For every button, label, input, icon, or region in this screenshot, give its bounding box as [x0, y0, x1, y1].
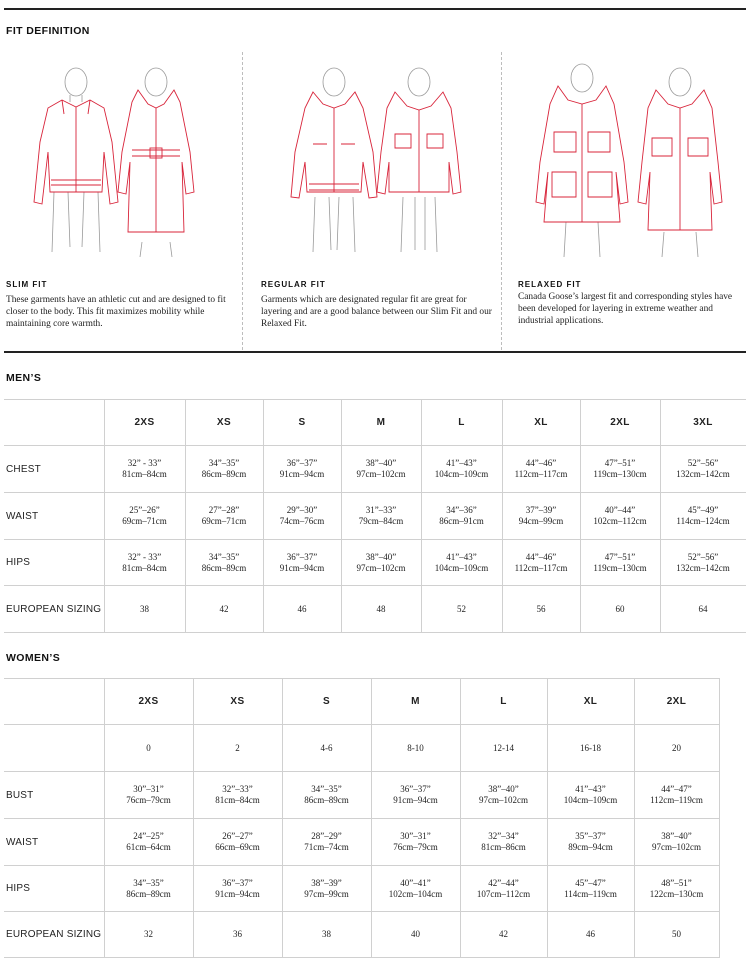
value-inches: 38”–39” — [311, 877, 342, 888]
row-label-empty — [4, 725, 104, 772]
row-label: WAIST — [4, 493, 104, 540]
value-cm: 102cm–112cm — [593, 516, 647, 526]
numeric-size: 20 — [634, 725, 719, 772]
size-header: 2XS — [104, 679, 193, 725]
row-label: BUST — [4, 772, 104, 819]
value-inches: 36”–37” — [286, 551, 318, 562]
numeric-size: 16-18 — [547, 725, 634, 772]
value-cm: 74cm–76cm — [279, 516, 325, 526]
value-cm: 97cm–102cm — [479, 795, 528, 805]
value-inches: 36”–37” — [222, 877, 253, 888]
slim-fit-illustration — [4, 52, 242, 257]
mens-waist-row — [4, 493, 746, 540]
numeric-size: 4-6 — [282, 725, 371, 772]
value-cm: 112cm–119cm — [650, 795, 703, 805]
row-label: EUROPEAN SIZING — [4, 912, 104, 958]
womens-title: WOMEN’S — [6, 652, 61, 664]
eu-size: 42 — [460, 912, 547, 958]
value-inches: 41”–43” — [575, 784, 606, 794]
value-cm: 91cm–94cm — [279, 562, 325, 573]
numeric-size: 8-10 — [371, 725, 460, 772]
value-cm: 76cm–79cm — [393, 842, 438, 852]
regular-fit-name: REGULAR FIT — [261, 280, 326, 289]
size-header: 2XL — [580, 400, 660, 446]
eu-size: 42 — [185, 586, 263, 633]
value-cm: 61cm–64cm — [126, 842, 171, 852]
relaxed-fit-column — [502, 52, 746, 352]
numeric-size: 2 — [193, 725, 282, 772]
size-header: XL — [547, 679, 634, 725]
value-cm: 119cm–130cm — [593, 562, 647, 573]
value-cm: 86cm–89cm — [201, 562, 247, 573]
value-inches: 32” - 33” — [127, 458, 162, 468]
value-inches: 40”–44” — [604, 505, 636, 515]
value-inches: 48”–51” — [661, 877, 692, 888]
value-cm: 69cm–71cm — [201, 516, 247, 526]
value-cm: 132cm–142cm — [676, 469, 730, 479]
value-cm: 86cm–89cm — [201, 469, 247, 479]
relaxed-fit-illustration — [502, 52, 746, 257]
value-inches: 38”–40” — [488, 784, 519, 794]
value-cm: 94cm–99cm — [518, 516, 564, 526]
value-inches: 36”–37” — [286, 458, 318, 468]
womens-european-row — [4, 912, 719, 958]
regular-fit-description: Garments which are designated regular fit are great for layering and are a good balance between our Slim Fit and our Relaxed Fit. — [261, 295, 492, 329]
value-inches: 34”–35” — [133, 877, 164, 888]
eu-size: 46 — [263, 586, 341, 633]
value-inches: 44”–46” — [525, 458, 557, 468]
value-inches: 42”–44” — [488, 877, 519, 888]
value-cm: 81cm–84cm — [215, 795, 260, 805]
size-header: M — [341, 400, 421, 446]
value-cm: 102cm–104cm — [388, 888, 443, 899]
value-inches: 34”–35” — [311, 784, 342, 794]
value-inches: 24”–25” — [133, 831, 164, 841]
value-inches: 29”–30” — [286, 505, 318, 515]
eu-size: 60 — [580, 586, 660, 633]
regular-fit-illustration — [243, 52, 501, 257]
value-inches: 35”–37” — [575, 831, 606, 841]
value-inches: 47”–51” — [604, 458, 636, 468]
value-cm: 86cm–89cm — [304, 795, 349, 805]
value-inches: 52”–56” — [687, 458, 719, 468]
size-header: XS — [193, 679, 282, 725]
womens-numeric-size-row — [4, 725, 719, 772]
numeric-size: 0 — [104, 725, 193, 772]
size-header: L — [421, 400, 502, 446]
value-cm: 69cm–71cm — [122, 516, 167, 526]
eu-size: 32 — [104, 912, 193, 958]
womens-bust-row — [4, 772, 719, 819]
value-inches: 26”–27” — [222, 831, 253, 841]
value-cm: 119cm–130cm — [593, 469, 647, 479]
womens-size-table — [4, 678, 720, 958]
mens-title: MEN’S — [6, 372, 42, 384]
value-cm: 71cm–74cm — [304, 842, 349, 852]
eu-size: 64 — [660, 586, 746, 633]
value-inches: 38”–40” — [365, 458, 397, 468]
value-inches: 25”–26” — [129, 505, 160, 515]
eu-size: 50 — [634, 912, 719, 958]
size-header: 2XS — [104, 400, 185, 446]
row-label: CHEST — [4, 446, 104, 493]
value-inches: 38”–40” — [365, 551, 397, 562]
eu-size: 38 — [104, 586, 185, 633]
size-header: L — [460, 679, 547, 725]
top-rule — [4, 8, 746, 10]
value-cm: 97cm–102cm — [356, 562, 406, 573]
size-header: XS — [185, 400, 263, 446]
womens-size-header-row — [4, 679, 719, 725]
corner-cell — [4, 400, 104, 446]
value-inches: 28”–29” — [311, 831, 342, 841]
eu-size: 36 — [193, 912, 282, 958]
value-cm: 104cm–109cm — [434, 562, 489, 573]
mens-hips-row — [4, 540, 746, 586]
size-header: M — [371, 679, 460, 725]
eu-size: 48 — [341, 586, 421, 633]
value-inches: 32”–34” — [488, 831, 519, 841]
value-cm: 81cm–84cm — [122, 469, 167, 479]
womens-waist-row — [4, 819, 719, 866]
eu-size: 52 — [421, 586, 502, 633]
value-cm: 91cm–94cm — [279, 469, 325, 479]
value-cm: 86cm–89cm — [126, 888, 171, 899]
value-cm: 122cm–130cm — [649, 888, 704, 899]
section-rule — [4, 351, 746, 353]
eu-size: 56 — [502, 586, 580, 633]
fit-definition-title: FIT DEFINITION — [6, 25, 90, 37]
slim-fit-name: SLIM FIT — [6, 280, 48, 289]
value-cm: 86cm–91cm — [439, 516, 484, 526]
value-cm: 97cm–102cm — [356, 469, 406, 479]
value-inches: 45”–49” — [687, 505, 719, 515]
value-inches: 41”–43” — [446, 458, 477, 468]
value-inches: 36”–37” — [400, 784, 431, 794]
womens-hips-row — [4, 866, 719, 912]
mens-size-table — [4, 399, 746, 633]
value-inches: 38”–40” — [661, 831, 692, 841]
value-cm: 107cm–112cm — [476, 888, 531, 899]
value-cm: 112cm–117cm — [514, 469, 568, 479]
value-inches: 40”–41” — [400, 877, 431, 888]
corner-cell — [4, 679, 104, 725]
value-cm: 81cm–86cm — [481, 842, 526, 852]
value-cm: 91cm–94cm — [215, 888, 260, 899]
value-cm: 104cm–109cm — [563, 795, 618, 805]
mens-european-row — [4, 586, 746, 633]
size-header: 2XL — [634, 679, 719, 725]
eu-size: 46 — [547, 912, 634, 958]
size-header: 3XL — [660, 400, 746, 446]
slim-fit-description: These garments have an athletic cut and are designed to fit closer to the body. This fit maximizes mobility while maintaining core warmth. — [6, 295, 226, 329]
relaxed-fit-description: Canada Goose’s largest fit and corresponding styles have been developed for layering in extreme weather and industrial applications. — [518, 292, 733, 326]
size-header: S — [263, 400, 341, 446]
mens-chest-row — [4, 446, 746, 493]
value-cm: 97cm–99cm — [304, 888, 349, 899]
value-inches: 32” - 33” — [127, 551, 162, 562]
value-inches: 30”–31” — [133, 784, 164, 794]
value-cm: 81cm–84cm — [122, 562, 167, 573]
value-cm: 114cm–119cm — [564, 888, 617, 899]
value-inches: 52”–56” — [687, 551, 719, 562]
fit-definition-section — [4, 52, 746, 352]
value-cm: 76cm–79cm — [126, 795, 171, 805]
value-cm: 104cm–109cm — [434, 469, 489, 479]
eu-size: 40 — [371, 912, 460, 958]
value-inches: 32”–33” — [222, 784, 253, 794]
value-cm: 114cm–124cm — [676, 516, 730, 526]
mens-size-header-row — [4, 400, 746, 446]
value-cm: 79cm–84cm — [358, 516, 404, 526]
size-header: S — [282, 679, 371, 725]
value-inches: 44”–47” — [661, 784, 692, 794]
value-inches: 41”–43” — [446, 551, 477, 562]
row-label: WAIST — [4, 819, 104, 866]
value-cm: 132cm–142cm — [676, 562, 730, 573]
value-cm: 66cm–69cm — [215, 842, 260, 852]
row-label: EUROPEAN SIZING — [4, 586, 104, 633]
value-inches: 27”–28” — [208, 505, 240, 515]
value-inches: 34”–35” — [208, 458, 240, 468]
size-header: XL — [502, 400, 580, 446]
value-inches: 44”–46” — [525, 551, 557, 562]
slim-fit-column — [4, 52, 242, 352]
numeric-size: 12-14 — [460, 725, 547, 772]
row-label: HIPS — [4, 866, 104, 912]
value-inches: 45”–47” — [575, 877, 606, 888]
value-inches: 47”–51” — [604, 551, 636, 562]
value-inches: 30”–31” — [400, 831, 431, 841]
eu-size: 38 — [282, 912, 371, 958]
value-cm: 97cm–102cm — [652, 842, 701, 852]
value-cm: 112cm–117cm — [514, 562, 568, 573]
relaxed-fit-name: RELAXED FIT — [518, 280, 582, 289]
value-inches: 34”–36” — [446, 505, 477, 515]
row-label: HIPS — [4, 540, 104, 586]
value-cm: 89cm–94cm — [568, 842, 613, 852]
value-inches: 31”–33” — [365, 505, 397, 515]
regular-fit-column — [243, 52, 501, 352]
value-inches: 34”–35” — [208, 551, 240, 562]
value-cm: 91cm–94cm — [393, 795, 438, 805]
value-inches: 37”–39” — [525, 505, 557, 515]
